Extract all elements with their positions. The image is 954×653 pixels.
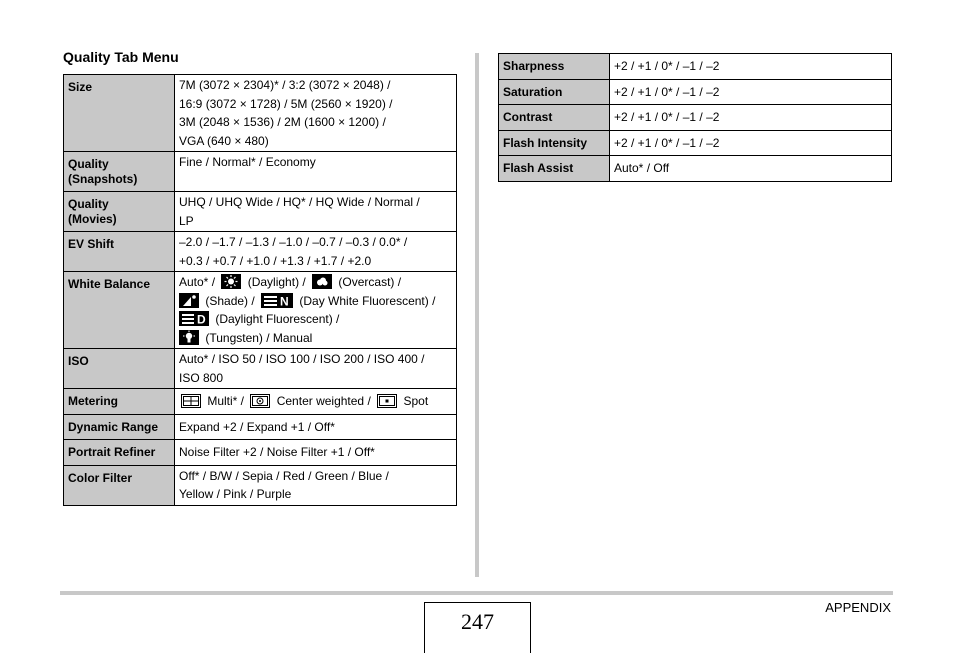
value-line: 3M (2048 × 1536) / 2M (1600 × 1200) /: [179, 115, 386, 129]
value-line: +0.3 / +0.7 / +1.0 / +1.3 / +1.7 / +2.0: [179, 253, 372, 268]
table-row: [64, 414, 457, 440]
table-row: [64, 152, 457, 192]
tungsten-icon: [179, 330, 199, 345]
spot-metering-icon: [377, 394, 397, 408]
row-key: EV Shift: [64, 232, 175, 272]
row-key: Metering: [64, 389, 175, 415]
multi-metering-icon: [181, 394, 201, 408]
footer-rule: [60, 591, 893, 595]
table-row: [499, 79, 892, 105]
row-key: White Balance: [64, 272, 175, 349]
section-title: Quality Tab Menu: [63, 49, 179, 65]
row-value: [175, 272, 457, 349]
row-key: Flash Assist: [499, 156, 610, 182]
value-text: Multi* /: [207, 394, 245, 408]
row-value: [175, 192, 457, 232]
value-text: Auto* /: [179, 275, 216, 289]
daylight-icon: [221, 274, 241, 289]
value-line: Auto* / ISO 50 / ISO 100 / ISO 200 / ISO 400 /: [179, 352, 425, 366]
row-value: Expand +2 / Expand +1 / Off*: [175, 414, 457, 440]
value-text: (Daylight) /: [247, 275, 306, 289]
row-key: Quality (Snapshots): [64, 152, 175, 192]
row-value: +2 / +1 / 0* / –1 / –2: [610, 54, 892, 80]
row-key: Sharpness: [499, 54, 610, 80]
row-key: Quality (Movies): [64, 192, 175, 232]
row-value: Auto* / Off: [610, 156, 892, 182]
value-line: Yellow / Pink / Purple: [179, 487, 292, 501]
row-key: Dynamic Range: [64, 414, 175, 440]
value-line: ISO 800: [179, 370, 224, 385]
day-white-fluorescent-icon: [261, 293, 293, 308]
value-line: –2.0 / –1.7 / –1.3 / –1.0 / –0.7 / –0.3 / 0.0* /: [179, 235, 408, 249]
row-value: [175, 75, 457, 152]
table-row: [64, 349, 457, 389]
table-row: [499, 130, 892, 156]
row-key: Portrait Refiner: [64, 440, 175, 466]
value-line: UHQ / UHQ Wide / HQ* / HQ Wide / Normal /: [179, 195, 420, 209]
daylight-fluorescent-icon: [179, 311, 209, 326]
table-row: [64, 440, 457, 466]
table-row: [64, 232, 457, 272]
row-value: [175, 232, 457, 272]
row-value: [175, 349, 457, 389]
icon-letter: N: [280, 294, 289, 308]
value-line: VGA (640 × 480): [179, 133, 269, 148]
overcast-icon: [312, 274, 332, 289]
row-key: ISO: [64, 349, 175, 389]
table-row: [499, 54, 892, 80]
table-row: [64, 465, 457, 505]
row-key: Size: [64, 75, 175, 152]
column-divider: [475, 53, 479, 577]
row-key: Contrast: [499, 105, 610, 131]
row-value: Fine / Normal* / Economy: [175, 152, 457, 192]
page-number: 247: [424, 602, 531, 653]
value-text: Spot: [403, 394, 429, 408]
icon-letter: D: [197, 312, 206, 326]
table-row: [64, 192, 457, 232]
footer-section-label: APPENDIX: [825, 600, 891, 615]
value-text: (Day White Fluorescent) /: [299, 293, 436, 308]
center-weighted-metering-icon: [250, 394, 270, 408]
value-line: Off* / B/W / Sepia / Red / Green / Blue /: [179, 468, 389, 483]
value-line: LP: [179, 213, 194, 228]
value-line: 7M (3072 × 2304)* / 3:2 (3072 × 2048) /: [179, 78, 391, 92]
row-key: Flash Intensity: [499, 130, 610, 156]
value-text: (Shade) /: [205, 293, 255, 308]
row-value: [175, 465, 457, 505]
table-row: [64, 75, 457, 152]
quality-tab-table: [63, 74, 457, 506]
value-text: (Tungsten) / Manual: [205, 330, 313, 345]
row-key: Saturation: [499, 79, 610, 105]
row-value: +2 / +1 / 0* / –1 / –2: [610, 130, 892, 156]
value-text: (Overcast) /: [338, 275, 402, 289]
row-value: Noise Filter +2 / Noise Filter +1 / Off*: [175, 440, 457, 466]
value-line: 16:9 (3072 × 1728) / 5M (2560 × 1920) /: [179, 96, 393, 111]
value-text: Center weighted /: [276, 394, 371, 408]
value-text: (Daylight Fluorescent) /: [215, 312, 340, 326]
table-row: [64, 389, 457, 415]
table-row: [64, 272, 457, 349]
table-row: [499, 105, 892, 131]
row-value: +2 / +1 / 0* / –1 / –2: [610, 105, 892, 131]
image-settings-table: [498, 53, 892, 182]
row-value: [175, 389, 457, 415]
table-row: [499, 156, 892, 182]
row-value: +2 / +1 / 0* / –1 / –2: [610, 79, 892, 105]
shade-icon: [179, 293, 199, 308]
row-key: Color Filter: [64, 465, 175, 505]
